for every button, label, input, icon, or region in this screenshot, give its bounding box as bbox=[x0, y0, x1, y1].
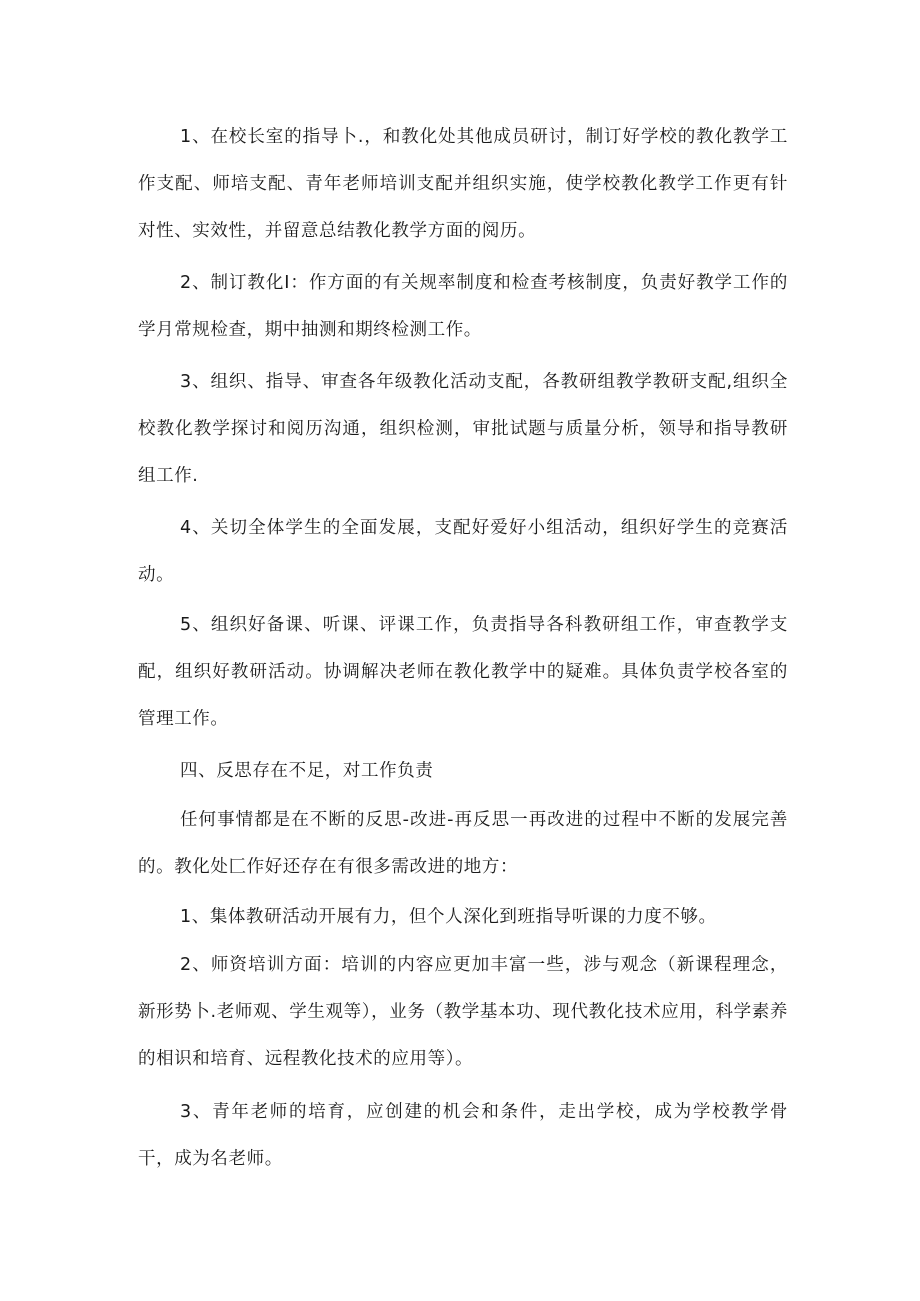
paragraph-duty-4: 4、关切全体学生的全面发展，支配好爱好小组活动，组织好学生的竞赛活动。 bbox=[138, 518, 788, 585]
paragraph-duty-3: 3、组织、指导、审查各年级教化活动支配，各教研组教学教研支配,组织全校教化教学探讨和阅历沟通，组织检测，审批试题与质量分析，领导和指导教研组工作. bbox=[138, 372, 788, 486]
paragraph-improvement-2: 2、师资培训方面：培训的内容应更加丰富一些，涉与观念（新课程理念，新形势卜.老师观、学生观等），业务（教学基本功、现代教化技术应用，科学素养的相识和培育、远程教化技术的应用等）。 bbox=[138, 955, 788, 1069]
paragraph-duty-1: 1、在校长室的指导卜.，和教化处其他成员研讨，制订好学校的教化教学工作支配、师培支配、青年老师培训支配并组织实施，使学校教化教学工作更有针对性、实效性，并留意总结教化教学方面的阅历。 bbox=[138, 127, 788, 241]
paragraph-improvement-1: 1、集体教研活动开展有力，但个人深化到班指导听课的力度不够。 bbox=[180, 907, 717, 927]
paragraph-duty-2: 2、制订教化I：作方面的有关规率制度和检查考核制度，负责好教学工作的学月常规检查，期中抽测和期终检测工作。 bbox=[138, 273, 788, 340]
paragraph-reflection-intro: 任何事情都是在不断的反思-改进-再反思一再改进的过程中不断的发展完善的。教化处匚作好还存在有很多需改进的地方： bbox=[138, 810, 788, 877]
section-heading-reflection: 四、反思存在不足，对工作负责 bbox=[180, 761, 434, 781]
paragraph-duty-5: 5、组织好备课、听课、评课工作，负责指导各科教研组工作，审查教学支配，组织好教研活动。协调解决老师在教化教学中的疑难。具体负责学校各室的管理工作。 bbox=[138, 615, 788, 729]
paragraph-improvement-3: 3、青年老师的培育，应创建的机会和条件，走出学校，成为学校教学骨干，成为名老师。 bbox=[138, 1102, 788, 1169]
